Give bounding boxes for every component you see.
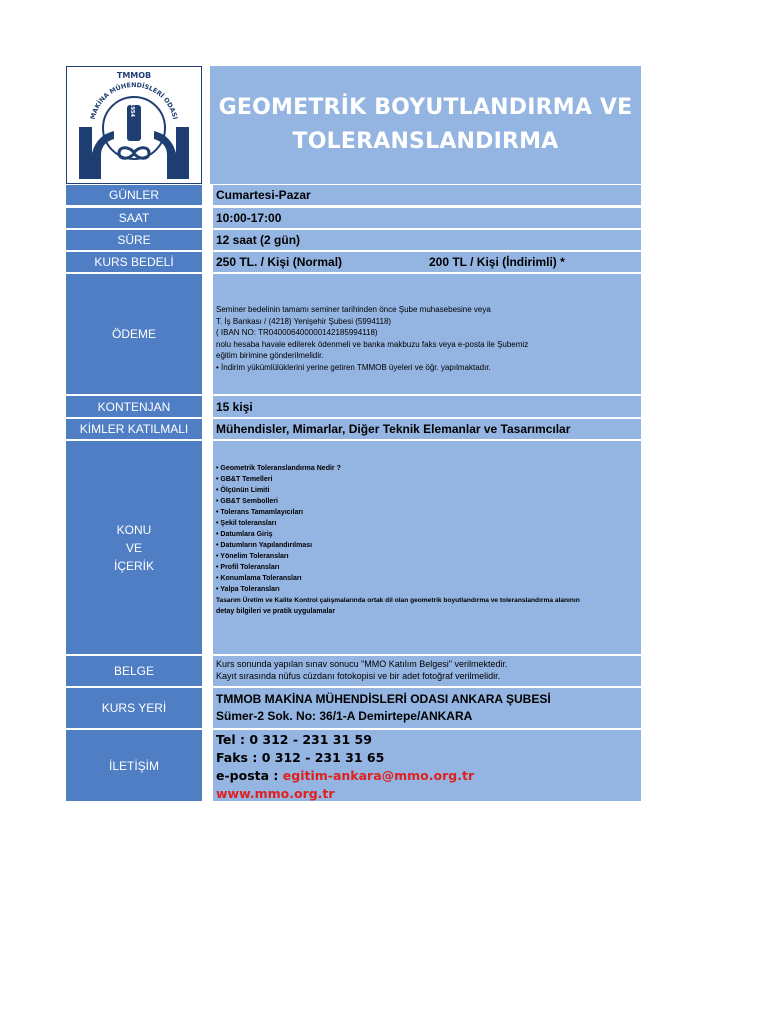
- odeme-line: • İndirim yükümlülüklerini yerine getiren TMMOB üyeleri ve öğr. yapılmaktadır.: [216, 362, 491, 372]
- value-iletisim: [213, 730, 641, 801]
- row-kurs-yeri: [66, 688, 641, 728]
- konu-item: • GB&T Sembolleri: [216, 498, 278, 505]
- label-kurs-bedeli: KURS BEDELİ: [66, 252, 202, 272]
- row-kontenjan: [66, 396, 641, 417]
- value-sure: 12 saat (2 gün): [213, 230, 641, 250]
- konu-item: • Geometrik Toleranslandırma Nedir ?: [216, 465, 341, 472]
- konu-item: • GB&T Temelleri: [216, 476, 273, 483]
- konu-item: • Datumların Yapılandırılması: [216, 542, 313, 549]
- konu-summary-line: detay bilgileri ve pratik uygulamalar: [216, 608, 336, 615]
- belge-line: Kayıt sırasında nüfus cüzdanı fotokopisi ve bir adet fotoğraf verilmelidir.: [216, 671, 501, 681]
- value-kurs-yeri: [213, 688, 641, 728]
- course-title-line-2: TOLERANSLANDIRMA: [292, 129, 559, 154]
- price-indirimli: 200 TL / Kişi (İndirimli) *: [429, 255, 565, 269]
- value-odeme: [213, 274, 641, 394]
- value-belge: [213, 656, 641, 686]
- konu-summary-line: Tasarım Üretim ve Kalite Kontrol çalışmalarında ortak dil olan geometrik boyutlandırma ve toleranslandırma alanının: [216, 597, 580, 604]
- kurs-yeri-line: TMMOB MAKİNA MÜHENDİSLERİ ODASI ANKARA ŞUBESİ: [216, 692, 551, 706]
- value-gunler: Cumartesi-Pazar: [213, 185, 641, 205]
- logo-top-text: TMMOB: [116, 71, 152, 80]
- row-gunler: [66, 185, 641, 205]
- label-ve: VE: [125, 540, 142, 555]
- label-sure: SÜRE: [66, 230, 202, 250]
- price-normal: 250 TL. / Kişi (Normal): [216, 255, 343, 269]
- konu-item: • Profil Toleransları: [216, 564, 280, 571]
- kurs-yeri-line: Sümer-2 Sok. No: 36/1-A Demirtepe/ANKARA: [216, 709, 473, 723]
- value-saat: 10:00-17:00: [213, 208, 641, 228]
- row-saat: [66, 208, 641, 228]
- konu-item: • Ölçünün Limiti: [216, 487, 270, 494]
- logo-year-text: 1954: [129, 103, 135, 117]
- label-iletisim: İLETİŞİM: [66, 730, 202, 801]
- header: [66, 66, 641, 184]
- value-kimler-katilmali: Mühendisler, Mimarlar, Diğer Teknik Elemanlar ve Tasarımcılar: [213, 419, 641, 439]
- row-belge: [66, 656, 641, 686]
- label-kontenjan: KONTENJAN: [66, 396, 202, 417]
- label-belge: BELGE: [66, 656, 202, 686]
- logo-ring-text: MAKİNA MÜHENDİSLERİ ODASI: [88, 80, 180, 121]
- label-kimler-katilmali: KİMLER KATILMALI: [66, 419, 202, 439]
- email-line: [216, 767, 641, 785]
- label-icerik: İÇERİK: [113, 558, 154, 573]
- course-flyer: [66, 66, 641, 801]
- konu-item: • Yönelim Toleransları: [216, 553, 289, 560]
- odeme-line: T. İş Bankası / (4218) Yenişehir Şubesi (5994118): [216, 316, 392, 326]
- email-label: e-posta :: [216, 768, 283, 783]
- konu-item: • Yalpa Toleransları: [216, 586, 280, 593]
- row-kimler-katilmali: [66, 419, 641, 439]
- label-saat: SAAT: [66, 208, 202, 228]
- label-odeme: ÖDEME: [66, 274, 202, 394]
- odeme-line: ( IBAN NO: TR040006400000142185994118): [216, 328, 378, 337]
- konu-item: • Datumlara Giriş: [216, 531, 273, 538]
- fax-number: Faks : 0 312 - 231 31 65: [216, 750, 385, 765]
- row-iletisim: [66, 730, 641, 801]
- email-link[interactable]: egitim-ankara@mmo.org.tr: [282, 768, 475, 783]
- label-konu: KONU: [116, 522, 152, 537]
- konu-item: • Tolerans Tamamlayıcıları: [216, 509, 304, 516]
- odeme-line: Seminer bedelinin tamamı seminer tarihinden önce Şube muhasebesine veya: [216, 305, 491, 314]
- course-title-box: [210, 66, 641, 184]
- row-kurs-bedeli: [66, 252, 641, 272]
- phone-number: Tel : 0 312 - 231 31 59: [216, 732, 372, 747]
- value-konu-icerik: [213, 441, 641, 654]
- value-kontenjan: 15 kişi: [213, 396, 641, 417]
- row-sure: [66, 230, 641, 250]
- row-konu-icerik: [66, 441, 641, 654]
- odeme-line: eğitim birimine gönderilmelidir.: [216, 351, 324, 360]
- row-odeme: [66, 274, 641, 394]
- label-gunler: GÜNLER: [66, 185, 202, 205]
- konu-item: • Şekil toleransları: [216, 520, 277, 527]
- label-kurs-yeri: KURS YERİ: [66, 688, 202, 728]
- konu-item: • Konumlama Toleransları: [216, 575, 302, 582]
- course-title: [219, 91, 633, 159]
- odeme-line: nolu hesaba havale edilerek ödenmeli ve banka makbuzu faks veya e-posta ile Şubemiz: [216, 339, 529, 349]
- value-kurs-bedeli: [213, 252, 641, 272]
- belge-line: Kurs sonunda yapılan sınav sonucu "MMO Katılım Belgesi" verilmektedir.: [216, 659, 508, 669]
- course-title-line-1: GEOMETRİK BOYUTLANDIRMA VE: [218, 95, 633, 120]
- tmmob-mmo-logo: [66, 66, 202, 184]
- label-konu-icerik: [66, 441, 202, 654]
- website-link[interactable]: www.mmo.org.tr: [216, 786, 335, 801]
- logo-emblem-icon: [67, 67, 201, 183]
